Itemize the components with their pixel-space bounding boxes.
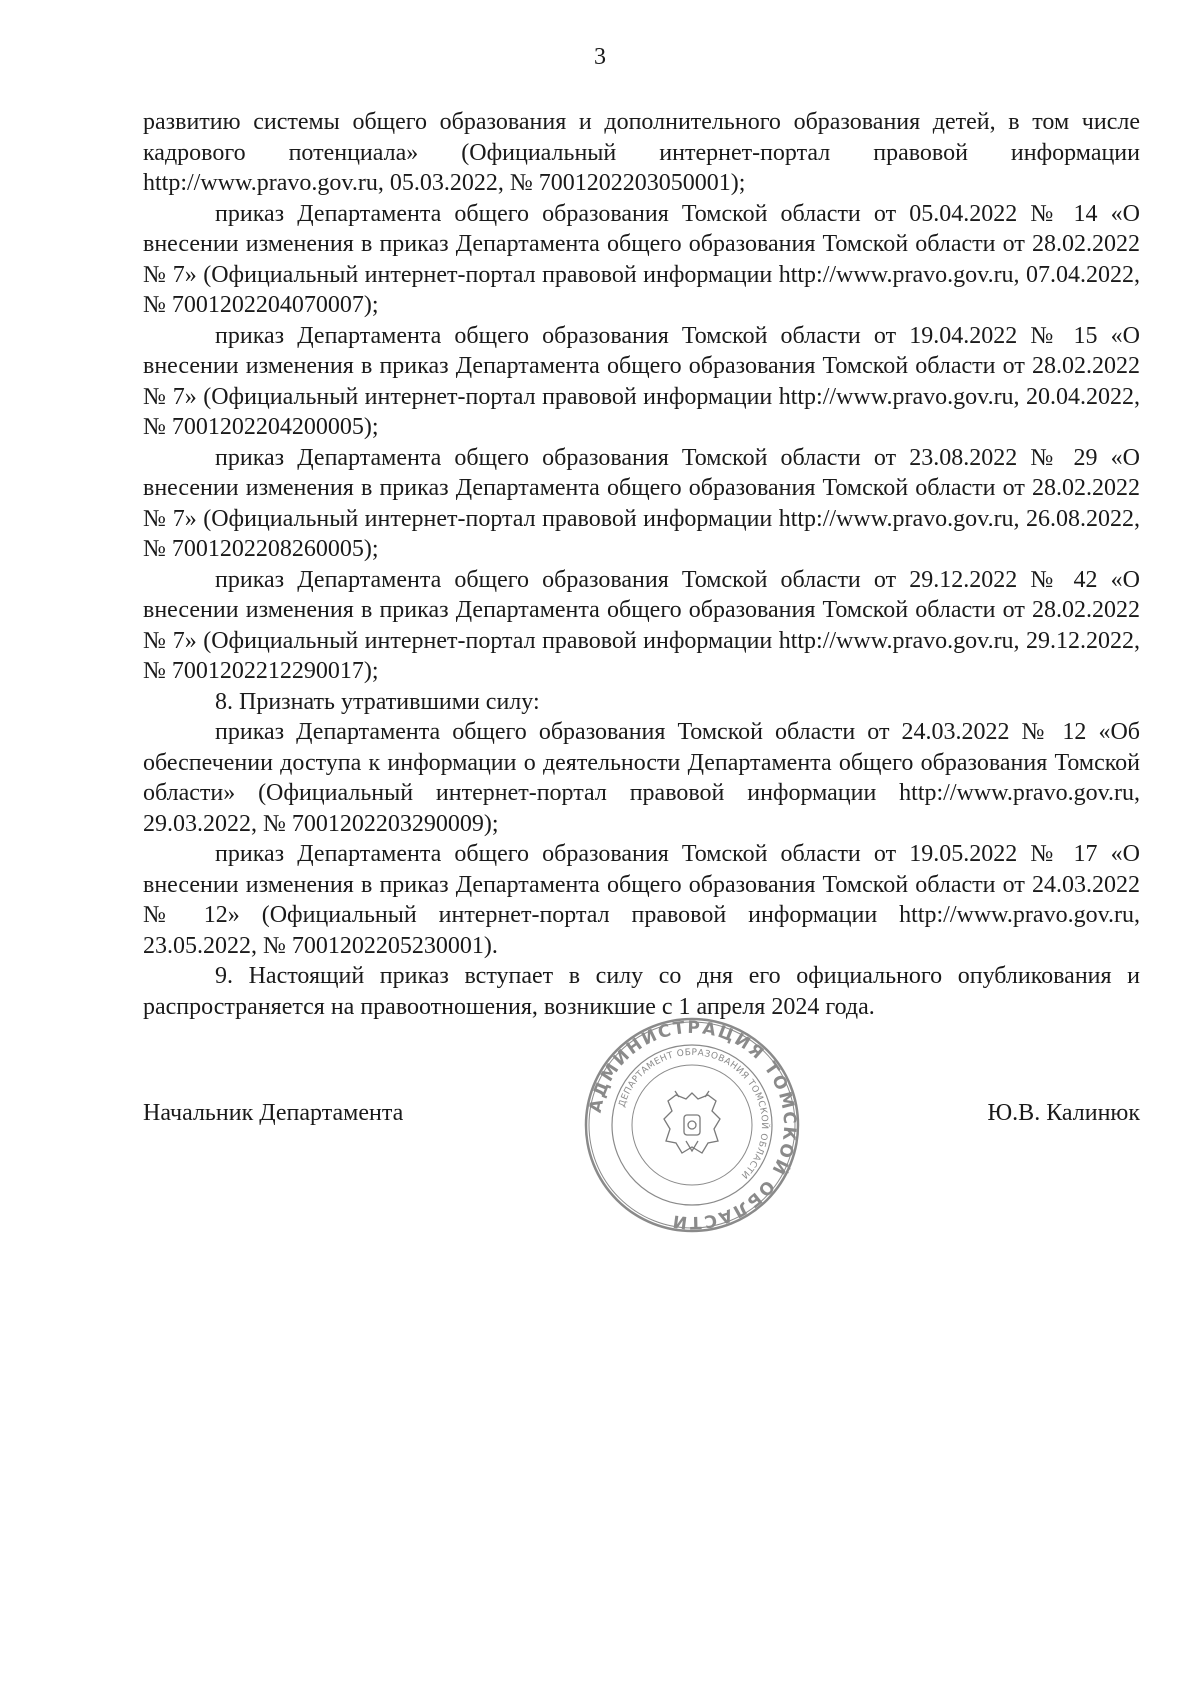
paragraph: приказ Департамента общего образования Томской области от 29.12.2022 № 42 «О внесении изменения в приказ Департамента общего образования Томской области от 28.02.2022 № 7» (Официальный интернет-портал правовой информации http://www.pravo.gov.ru, 29.12.2022, № 7001202212290017);	[143, 566, 1140, 684]
signatory-position: Начальник Департамента	[143, 1100, 404, 1126]
paragraph: 9. Настоящий приказ вступает в силу со дня его официального опубликования и распространяется на правоотношения, возникшие с 1 апреля 2024 года.	[143, 963, 1140, 1020]
seal-inner-text: ДЕПАРТАМЕНТ ОБРАЗОВАНИЯ ТОМСКОЙ ОБЛАСТИ	[617, 1047, 770, 1181]
paragraph: приказ Департамента общего образования Томской области от 24.03.2022 № 12 «Об обеспечении доступа к информации о деятельности Департамента общего образования Томской области» (Официальный интернет-портал правовой информации http://www.pravo.gov.ru, 29.03.2022, № 7001202203290009);	[143, 719, 1140, 837]
paragraph: развитию системы общего образования и дополнительного образования детей, в том числе кадрового потенциала» (Официальный интернет-портал правовой информации http://www.pravo.gov.ru, 05.03.2022, № 7001202203050001);	[143, 109, 1140, 196]
signatory-name: Ю.В. Калинюк	[987, 1100, 1140, 1126]
paragraph: приказ Департамента общего образования Томской области от 19.04.2022 № 15 «О внесении изменения в приказ Департамента общего образования Томской области от 28.02.2022 № 7» (Официальный интернет-портал правовой информации http://www.pravo.gov.ru, 20.04.2022, № 7001202204200005);	[143, 322, 1140, 440]
paragraph: 8. Признать утратившими силу:	[215, 688, 540, 715]
official-seal-stamp	[582, 1015, 802, 1235]
double-headed-eagle-emblem	[664, 1091, 720, 1153]
paragraph: приказ Департамента общего образования Томской области от 19.05.2022 № 17 «О внесении изменения в приказ Департамента общего образования Томской области от 24.03.2022 № 12» (Официальный интернет-портал правовой информации http://www.pravo.gov.ru, 23.05.2022, № 7001202205230001).	[143, 841, 1140, 959]
seal-outer-text: АДМИНИСТРАЦИЯ ТОМСКОЙ ОБЛАСТИ	[585, 1017, 800, 1233]
document-body	[143, 107, 1140, 1022]
seal-graphic	[582, 1015, 802, 1235]
paragraph: приказ Департамента общего образования Томской области от 05.04.2022 № 14 «О внесении изменения в приказ Департамента общего образования Томской области от 28.02.2022 № 7» (Официальный интернет-портал правовой информации http://www.pravo.gov.ru, 07.04.2022, № 7001202204070007);	[143, 200, 1140, 318]
page-number: 3	[594, 44, 606, 70]
paragraph: приказ Департамента общего образования Томской области от 23.08.2022 № 29 «О внесении изменения в приказ Департамента общего образования Томской области от 28.02.2022 № 7» (Официальный интернет-портал правовой информации http://www.pravo.gov.ru, 26.08.2022, № 7001202208260005);	[143, 444, 1140, 562]
